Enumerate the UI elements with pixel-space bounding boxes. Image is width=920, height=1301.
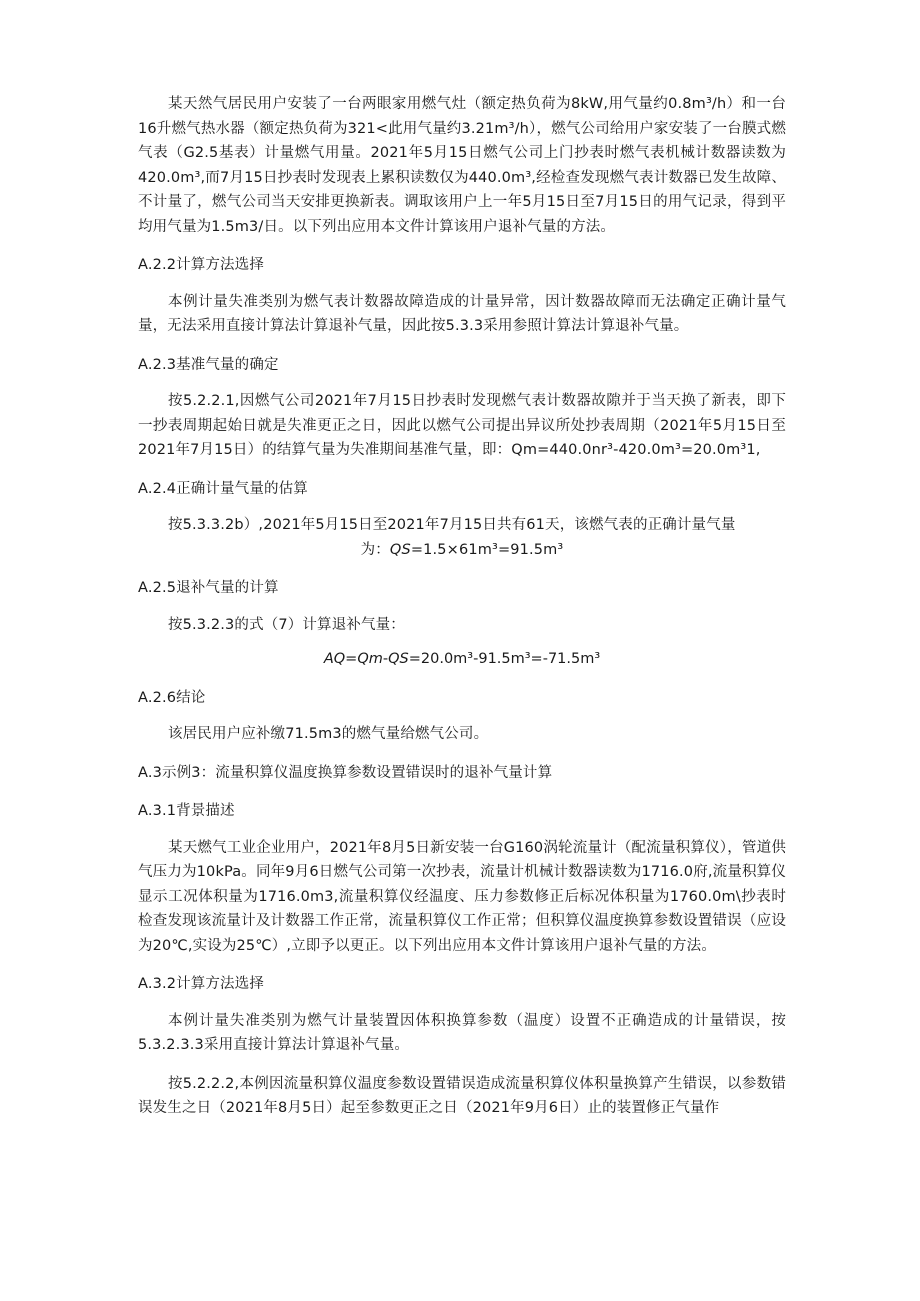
document-body	[138, 92, 786, 1121]
heading-a22: A.2.2计算方法选择	[138, 257, 264, 273]
heading-a3: A.3示例3：流量积算仪温度换算参数设置错误时的退补气量计算	[138, 764, 553, 781]
paragraph-a21-background: 某天然气居民用户安装了一台两眼家用燃气灶（额定热负荷为8kW,用气量约0.8m³/h）和一台16升燃气热水器（额定热负荷为321<此用气量约3.21m³/h），燃气公司给用户家安装了一台膜式燃气表（G2.5基表）计量燃气用量。2021年5月15日燃气公司上门抄表时燃气表机械计数器读数为420.0m³,而7月15日抄表时发现表上累积读数仅为440.0m³,经检查发现燃气表计数器已发生故障、不计量了，燃气公司当天安排更换新表。调取该用户上一年5月15日至7月15日的用气记录，得到平均用气量为1.5m3/日。以下列出应用本文件计算该用户退补气量的方法。	[138, 96, 786, 235]
formula-eq: =	[345, 651, 358, 667]
formula-a25	[138, 647, 786, 672]
paragraph-a26: 该居民用户应补缴71.5m3的燃气量给燃气公司。	[168, 726, 489, 742]
heading-a32: A.3.2计算方法选择	[138, 976, 264, 992]
heading-a23: A.2.3基准气量的确定	[138, 356, 279, 373]
paragraph-a24-line2	[138, 538, 786, 563]
formula-var-qs: QS	[388, 651, 409, 667]
paragraph-a32-1: 本例计量失准类别为燃气计量装置因体积换算参数（温度）设置不正确造成的计量错误，按5.3.2.3.3采用直接计算法计算退补气量。	[138, 1012, 786, 1053]
paragraph-a32-2: 按5.2.2.2,本例因流量积算仪温度参数设置错误造成流量积算仪体积量换算产生错误，以参数错误发生之日（2021年8月5日）起至参数更正之日（2021年9月6日）止的装置修正气量作	[138, 1075, 786, 1116]
heading-a26: A.2.6结论	[138, 689, 206, 706]
heading-a31: A.3.1背景描述	[138, 803, 235, 819]
paragraph-a31: 某天燃气工业企业用户，2021年8月5日新安装一台G160涡轮流量计（配流量积算仪），管道供气压力为10kPa。同年9月6日燃气公司第一次抄表，流量计机械计数器读数为1716.0府,流量积算仪显示工况体积量为1716.0m3,流量积算仪经温度、压力参数修正后标况体积量为1760.0m\抄表时检查发现该流量计及计数器工作正常，流量积算仪工作正常；但积算仪温度换算参数设置错误（应设为20℃,实设为25℃）,立即予以更正。以下列出应用本文件计算该用户退补气量的方法。	[138, 839, 786, 954]
a24-rest: =1.5×61m³=91.5m³	[410, 541, 564, 558]
formula-var-aq: AQ	[323, 651, 346, 667]
heading-a24: A.2.4正确计量气量的估算	[138, 480, 308, 497]
a24-prefix: 为：	[360, 541, 390, 558]
formula-var-qm: Qm	[357, 651, 383, 667]
a24-var-qs: QS	[389, 541, 411, 558]
formula-minus: -	[382, 651, 389, 667]
formula-rest: =20.0m³-91.5m³=-71.5m³	[408, 651, 601, 667]
paragraph-a23: 按5.2.2.1,因燃气公司2021年7月15日抄表时发现燃气表计数器故隙并于当天换了新表，即下一抄表周期起始日就是失准更正之日，因此以燃气公司提出异议所处抄表周期（2021年5月15日至2021年7月15日）的结算气量为失准期间基准气量，即：Qm=440.0nr³-420.0m³=20.0m³1,	[138, 393, 786, 458]
paragraph-a22: 本例计量失准类别为燃气表计数器故障造成的计量异常，因计数器故障而无法确定正确计量气量，无法采用直接计算法计算退补气量，因此按5.3.3采用参照计算法计算退补气量。	[138, 293, 786, 334]
paragraph-a24-line1: 按5.3.3.2b）,2021年5月15日至2021年7月15日共有61天，该燃气表的正确计量气量	[168, 517, 736, 533]
heading-a25: A.2.5退补气量的计算	[138, 580, 279, 596]
paragraph-a25: 按5.3.2.3的式（7）计算退补气量：	[168, 616, 405, 633]
